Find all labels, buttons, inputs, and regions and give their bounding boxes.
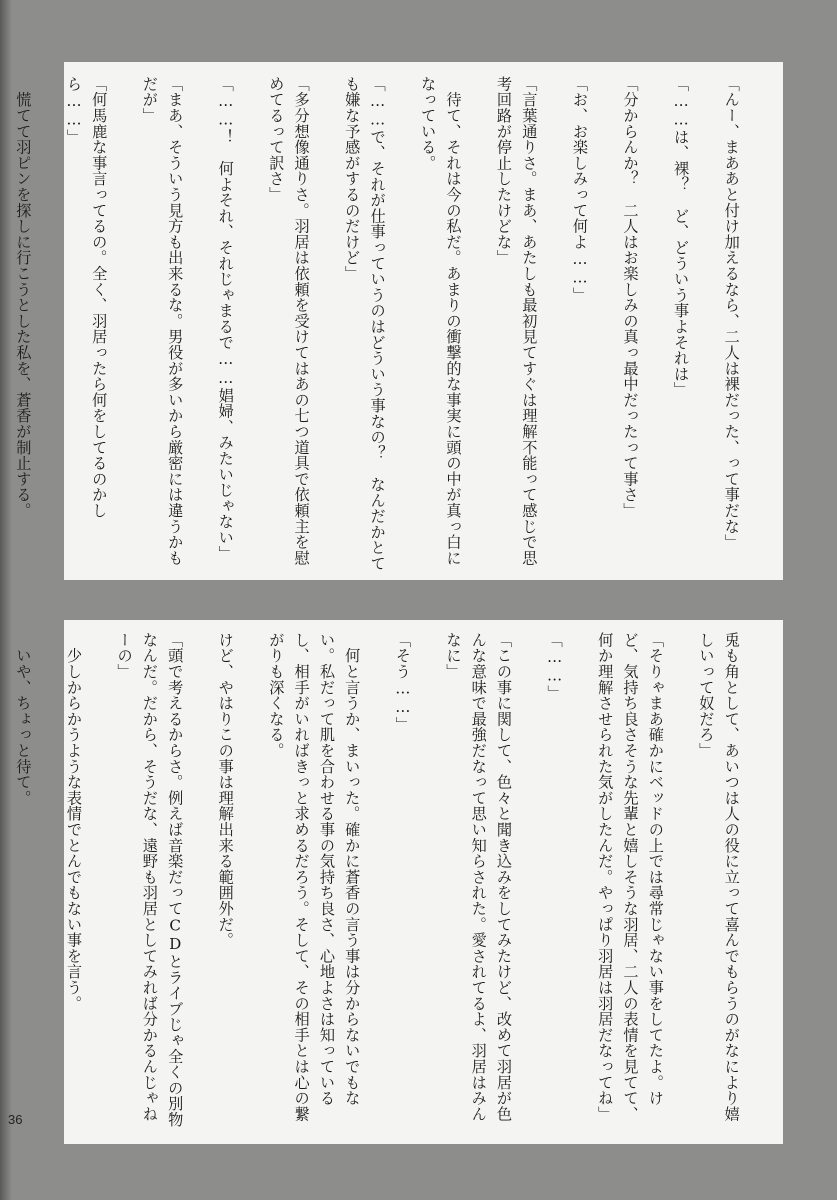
- text-line: 「……は、裸？ ど、どういう事よそれは」: [672, 76, 691, 398]
- text-line: 「何馬鹿な事言ってるの。全く、羽居ったら何をしてるのかしら……」: [64, 76, 109, 519]
- text-line: 少しからかうような表情でとんでもない事を言う。: [64, 632, 83, 1012]
- text-line: 「まあ、そういう見方も出来るな。男役が多いから厳密には違うかもだが」: [140, 76, 185, 566]
- text-line: 「……」: [545, 632, 564, 701]
- text-line: いや、ちょっと待て。: [14, 632, 33, 806]
- text-line: 「分からんか？ 二人はお楽しみの真っ最中だったって事さ」: [621, 76, 640, 519]
- text-line: 「お、お楽しみって何よ……」: [570, 76, 589, 303]
- text-line: 兎も角として、あいつは人の役に立って喜んでもらうのがなにより嬉しいって奴だろ」: [697, 632, 741, 1122]
- text-line: 何と言うか、まいった。確かに蒼香の言う事は分からないでもない。私だって肌を合わせる事の気持ち良さ、心地よさは知っているし、相手がいればきっと求めるだろう。そして、その相手とは心の繋がりも深くなる。: [267, 632, 362, 1122]
- text-line: けど、やはりこの事は理解出来る範囲外だ。: [216, 632, 235, 948]
- text-line: 「多分想像通りさ。羽居は依頼を受けてはあの七つ道具で依頼主を慰めてるって訳さ」: [267, 76, 311, 566]
- text-line: 待て、それは今の私だ。あまりの衝撃的な事実に頭の中が真っ白になっている。: [419, 76, 463, 566]
- page-number: 36: [8, 1112, 23, 1127]
- text-line: 「……！ 何よそれ、それじゃまるで……娼婦、みたいじゃない」: [216, 76, 235, 562]
- text-panel-top: [14, 62, 783, 580]
- text-line: 「そう……」: [393, 632, 412, 733]
- vertical-text-block-top: [14, 76, 769, 572]
- text-line: 「んー、まああと付け加えるなら、二人は裸だった、って事だな」: [722, 76, 741, 550]
- text-line: 「そりゃまあ確かにベッドの上では尋常じゃない事をしてたよ。けど、気持ち良さそうな先輩と嬉しそうな羽居、二人の表情を見てて、何か理解させられた気がしたんだ。やっぱり羽居は羽居だなってね」: [596, 632, 665, 1122]
- text-line: 慌てて羽ピンを探しに行こうとした私を、蒼香が制止する。: [14, 76, 33, 519]
- text-line: 「この事に関して、色々と聞き込みをしてみたけど、改めて羽居が色んな意味で最強だなって思い知らされた。愛されてるよ、羽居はみんなに」: [444, 632, 514, 1122]
- text-line: 「言葉通りさ。まあ、あたしも最初見てすぐは理解不能って感じで思考回路が停止したけどな」: [495, 76, 539, 566]
- text-line: 「頭で考えるからさ。例えば音楽だってCDとライブじゃ全くの別物なんだ。だから、そうだな、遠野も羽居としてみれば分かるんじゃねーの」: [115, 632, 185, 1128]
- text-line: 「……で、それが仕事っていうのはどういう事なの？ なんだかとても嫌な予感がするのだけど」: [343, 76, 387, 572]
